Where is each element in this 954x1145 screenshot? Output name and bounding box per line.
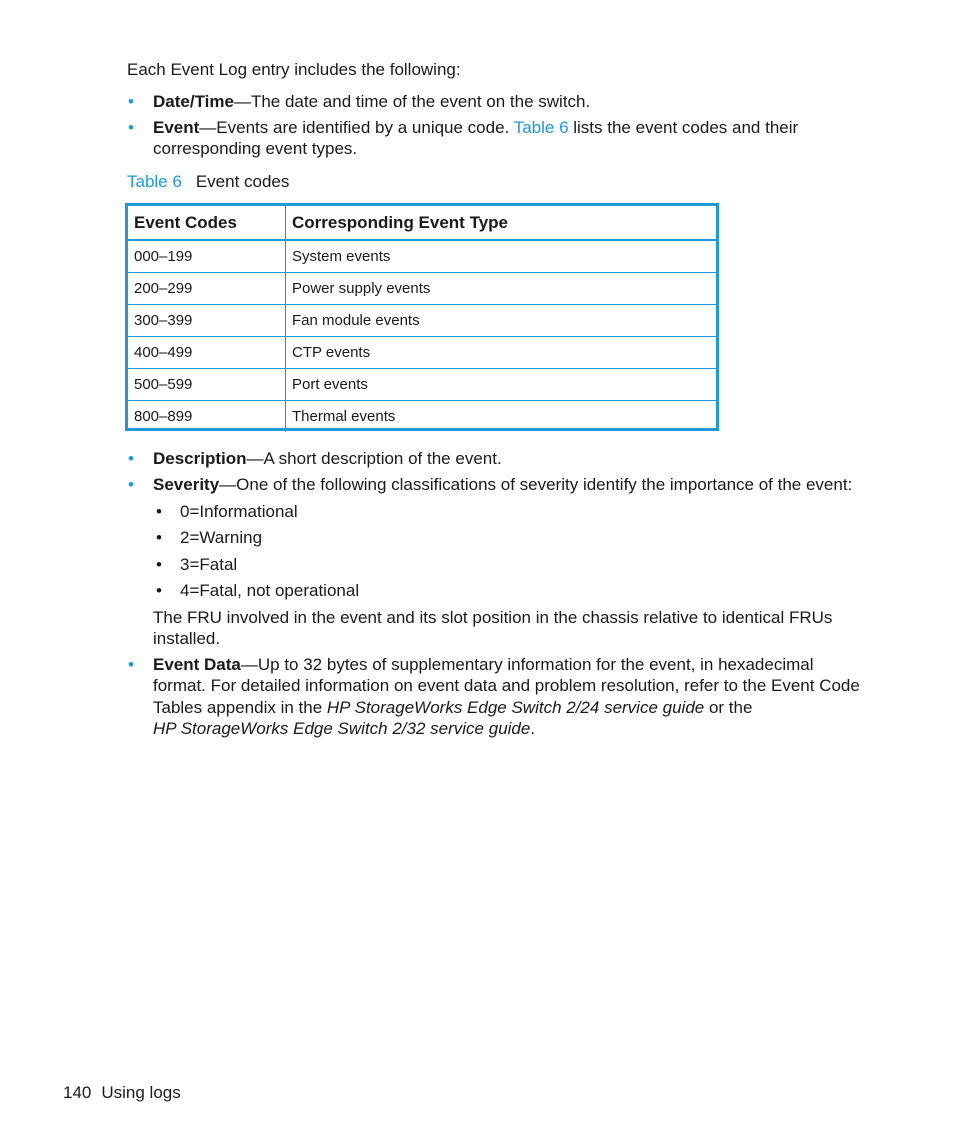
- bullet-event-data-line3: [153, 697, 752, 718]
- event-code-cell: 300–399: [128, 305, 286, 337]
- bullet-marker: •: [128, 449, 134, 468]
- bullet-event-data-line2: format. For detailed information on event data and problem resolution, refer to the Event Code: [153, 676, 860, 695]
- table-caption: [127, 172, 289, 192]
- term-severity: Severity: [153, 475, 220, 494]
- term-description: Description: [153, 449, 247, 468]
- event-code-cell: 000–199: [128, 240, 286, 273]
- fru-paragraph-line2: installed.: [153, 629, 221, 648]
- table-header-row: [128, 206, 716, 240]
- bullet-event-data-line1: —Up to 32 bytes of supplementary information for the event, in hexadecimal: [240, 655, 814, 674]
- bullet-event-data: [153, 654, 814, 675]
- event-code-cell: 400–499: [128, 337, 286, 369]
- event-data-line3-text: Tables appendix in the: [153, 698, 327, 717]
- page-footer: [63, 1083, 181, 1103]
- term-event: Event: [153, 118, 200, 137]
- event-codes-table: [125, 203, 719, 431]
- bullet-event-text-after: lists the event codes and their: [568, 118, 799, 137]
- bullet-date-time: [153, 91, 590, 112]
- footer-section-title: Using logs: [101, 1083, 181, 1102]
- bullet-event: [153, 117, 798, 138]
- fru-paragraph-line1: The FRU involved in the event and its slot position in the chassis relative to identical FRUs: [153, 608, 833, 627]
- table-6-link[interactable]: Table 6: [513, 118, 569, 137]
- event-type-cell: Fan module events: [286, 305, 717, 337]
- table-caption-label: Table 6: [127, 172, 182, 191]
- table-row: [128, 369, 716, 401]
- bullet-severity-text: —One of the following classifications of severity identify the importance of the event:: [219, 475, 853, 494]
- bullet-date-time-text: —The date and time of the event on the switch.: [233, 92, 591, 111]
- bullet-marker: •: [128, 475, 134, 494]
- bullet-marker: •: [128, 92, 134, 111]
- bullet-event-line2: corresponding event types.: [153, 139, 358, 158]
- event-code-cell: 200–299: [128, 273, 286, 305]
- table-row: [128, 401, 716, 433]
- table-row: [128, 273, 716, 305]
- term-event-data: Event Data: [153, 655, 241, 674]
- event-code-cell: 800–899: [128, 401, 286, 433]
- event-type-cell: Port events: [286, 369, 717, 401]
- page-number: 140: [63, 1083, 92, 1102]
- severity-level-item: 2=Warning: [180, 528, 263, 547]
- severity-level-item: 3=Fatal: [180, 555, 238, 574]
- sub-bullet-marker: •: [156, 502, 162, 521]
- event-data-line3-after: or the: [704, 698, 753, 717]
- bullet-severity: [153, 474, 852, 495]
- table-caption-title: Event codes: [195, 172, 290, 191]
- header-event-type: Corresponding Event Type: [286, 206, 717, 240]
- event-type-cell: CTP events: [286, 337, 717, 369]
- table-row: [128, 337, 716, 369]
- bullet-description: [153, 448, 502, 469]
- intro-text: Each Event Log entry includes the following:: [127, 60, 461, 79]
- sub-bullet-marker: •: [156, 581, 162, 600]
- bullet-marker: •: [128, 118, 134, 137]
- event-code-cell: 500–599: [128, 369, 286, 401]
- event-type-cell: Power supply events: [286, 273, 717, 305]
- header-event-codes: Event Codes: [128, 206, 286, 240]
- table-row: [128, 305, 716, 337]
- event-type-cell: Thermal events: [286, 401, 717, 433]
- guide-title-32: HP StorageWorks Edge Switch 2/32 service guide: [153, 719, 531, 738]
- table-row: [128, 240, 716, 273]
- bullet-event-data-line4: [153, 718, 535, 739]
- bullet-description-text: —A short description of the event.: [246, 449, 502, 468]
- sub-bullet-marker: •: [156, 528, 162, 547]
- severity-level-item: 0=Informational: [180, 502, 298, 521]
- event-type-cell: System events: [286, 240, 717, 273]
- bullet-marker: •: [128, 655, 134, 674]
- guide-title-24: HP StorageWorks Edge Switch 2/24 service guide: [326, 698, 705, 717]
- severity-level-item: 4=Fatal, not operational: [180, 581, 360, 600]
- term-date-time: Date/Time: [153, 92, 234, 111]
- bullet-event-text: —Events are identified by a unique code.: [199, 118, 514, 137]
- sub-bullet-marker: •: [156, 555, 162, 574]
- event-data-line4-after: .: [530, 719, 536, 738]
